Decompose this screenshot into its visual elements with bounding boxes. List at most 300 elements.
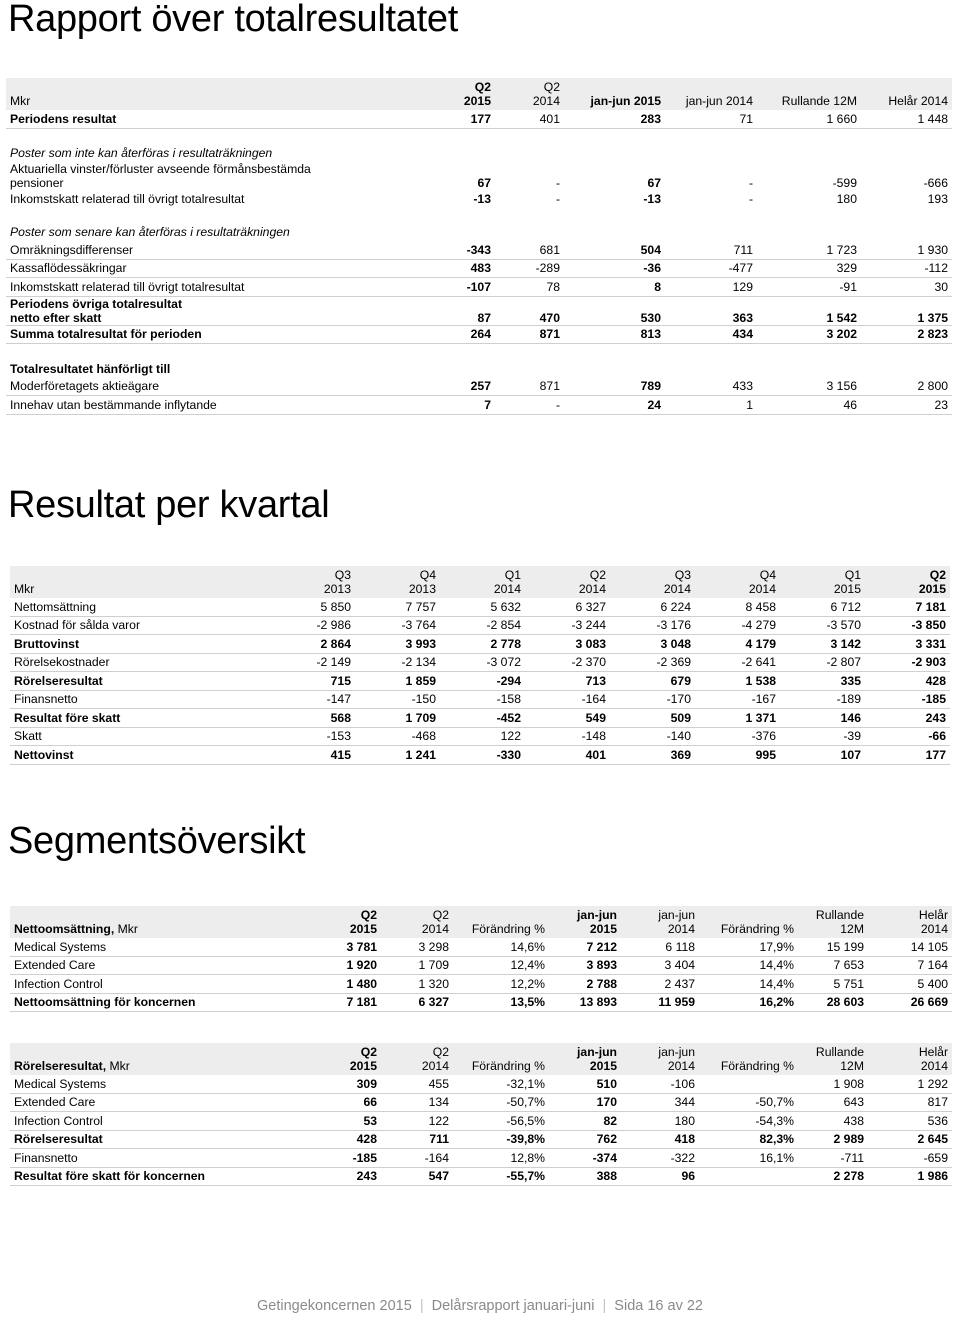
value-cell: 2 645 (868, 1130, 952, 1149)
value-cell: 433 (665, 378, 757, 396)
header-cell: Q4 2014 (695, 566, 780, 598)
header-label-bold: Rörelseresultat, (14, 1059, 107, 1074)
value-cell: 11 959 (621, 993, 699, 1012)
row-label: Aktuariella vinster/förluster avseende förmånsbestämda pensioner (10, 162, 311, 191)
table-row (10, 653, 950, 672)
header-cell: Q2 2014 (525, 566, 610, 598)
value-cell: 470 (495, 296, 564, 325)
header-cell: Rullande 12M (798, 1043, 868, 1075)
value-cell: -4 279 (695, 616, 780, 635)
value-cell: 170 (549, 1093, 621, 1112)
value-cell: 14,4% (699, 975, 798, 994)
net-sales-segment-table (10, 906, 952, 1012)
value-cell: 418 (621, 1130, 699, 1149)
row-label: Medical Systems (10, 1075, 266, 1093)
value-cell: 547 (381, 1167, 453, 1186)
table-header-row (10, 906, 952, 938)
header-cell: jan-jun 2014 (621, 1043, 699, 1075)
value-cell: -3 764 (355, 616, 440, 635)
report-title: Rapport över totalresultatet (8, 0, 458, 40)
header-cell: Q4 2013 (355, 566, 440, 598)
value-cell: -374 (549, 1149, 621, 1168)
value-cell: 26 669 (868, 993, 952, 1012)
value-cell: 329 (757, 259, 861, 278)
row-label: Inkomstskatt relaterad till övrigt totalresultat (10, 191, 245, 206)
value-cell: 257 (410, 378, 495, 396)
header-cell: Q1 2015 (780, 566, 865, 598)
value-cell: 713 (525, 672, 610, 691)
table-row (10, 1149, 952, 1168)
quarterly-results-title: Resultat per kvartal (8, 484, 330, 526)
value-cell: 5 751 (798, 975, 868, 994)
value-cell: 14,6% (453, 938, 549, 956)
value-cell: 335 (780, 672, 865, 691)
value-cell: -147 (270, 690, 355, 709)
row-label: Nettoomsättning för koncernen (10, 993, 266, 1012)
value-cell: -343 (410, 241, 495, 259)
value-cell: 813 (564, 325, 665, 344)
table-row (6, 360, 952, 378)
value-cell: 1 448 (861, 110, 952, 128)
table-row (10, 598, 950, 616)
value-cell: -2 134 (355, 653, 440, 672)
value-cell: 1 480 (266, 975, 381, 994)
value-cell: -2 641 (695, 653, 780, 672)
value-cell: -468 (355, 727, 440, 746)
header-cell: Q3 2013 (270, 566, 355, 598)
value-cell: 2 823 (861, 325, 952, 344)
value-cell: 8 (564, 278, 665, 297)
value-cell: 7 181 (266, 993, 381, 1012)
value-cell: -39 (780, 727, 865, 746)
value-cell: 711 (665, 241, 757, 259)
value-cell: 510 (549, 1075, 621, 1093)
value-cell: -36 (564, 259, 665, 278)
value-cell: 3 893 (549, 956, 621, 975)
value-cell: 1 241 (355, 746, 440, 765)
value-cell: -185 (865, 690, 950, 709)
value-cell: 14,4% (699, 956, 798, 975)
header-cell (10, 906, 266, 938)
value-cell: 6 224 (610, 598, 695, 616)
header-cell: Q3 2014 (610, 566, 695, 598)
row-label: Poster som senare kan återföras i resultaträkningen (10, 225, 290, 240)
header-cell: Helår 2014 (868, 906, 952, 938)
row-label: Rörelsekostnader (10, 653, 270, 672)
value-cell: 536 (868, 1112, 952, 1131)
header-cell: jan-jun 2014 (665, 78, 757, 110)
value-cell: 369 (610, 746, 695, 765)
value-cell: 23 (861, 396, 952, 415)
value-cell: 1 292 (868, 1075, 952, 1093)
value-cell: 2 989 (798, 1130, 868, 1149)
value-cell: 1 908 (798, 1075, 868, 1093)
value-cell: -50,7% (453, 1093, 549, 1112)
value-cell: -185 (266, 1149, 381, 1168)
value-cell: 388 (549, 1167, 621, 1186)
header-cell: Q2 2014 (381, 906, 453, 938)
value-cell: 14 105 (868, 938, 952, 956)
row-label: Periodens resultat (6, 110, 410, 128)
value-cell: 711 (381, 1130, 453, 1149)
value-cell: 3 404 (621, 956, 699, 975)
value-cell: -3 244 (525, 616, 610, 635)
header-cell: jan-jun 2015 (564, 78, 665, 110)
value-cell: 96 (621, 1167, 699, 1186)
header-cell: Q2 2015 (410, 78, 495, 110)
table-row (10, 938, 952, 956)
value-cell: 15 199 (798, 938, 868, 956)
table-row (10, 616, 950, 635)
header-cell: Q2 2014 (495, 78, 564, 110)
row-label: Totalresultatet hänförligt till (10, 361, 171, 376)
value-cell: 122 (381, 1112, 453, 1131)
value-cell: 3 156 (757, 378, 861, 396)
value-cell: 5 632 (440, 598, 525, 616)
table-row (10, 727, 950, 746)
header-cell: Förändring % (453, 906, 549, 938)
value-cell: -91 (757, 278, 861, 297)
value-cell: 12,4% (453, 956, 549, 975)
footer-page-number: Sida 16 av 22 (614, 1298, 703, 1314)
footer-separator: | (602, 1298, 607, 1314)
table-row (10, 709, 950, 728)
header-cell: jan-jun 2014 (621, 906, 699, 938)
table-row (10, 1167, 952, 1186)
value-cell: 2 800 (861, 378, 952, 396)
table-row (6, 224, 952, 242)
value-cell: 455 (381, 1075, 453, 1093)
value-cell: 180 (836, 191, 857, 206)
value-cell: 1 371 (695, 709, 780, 728)
table-row (10, 1112, 952, 1131)
row-label: Resultat före skatt för koncernen (10, 1167, 266, 1186)
value-cell: 122 (440, 727, 525, 746)
value-cell: 504 (564, 241, 665, 259)
value-cell: 1 375 (861, 296, 952, 325)
value-cell: 1 709 (355, 709, 440, 728)
row-label: Summa totalresultat för perioden (6, 325, 410, 344)
value-cell: -2 149 (270, 653, 355, 672)
value-cell: 1 542 (757, 296, 861, 325)
row-label: Resultat före skatt (10, 709, 270, 728)
value-cell: 177 (410, 110, 495, 128)
operating-profit-segment-table (10, 1043, 952, 1186)
value-cell: 4 179 (695, 635, 780, 654)
value-cell: 180 (621, 1112, 699, 1131)
row-label: Omräkningsdifferenser (6, 241, 410, 259)
value-cell: 71 (665, 110, 757, 128)
table-row (6, 378, 952, 396)
value-cell: 2 278 (798, 1167, 868, 1186)
value-cell: - (555, 176, 560, 191)
value-cell: 871 (495, 325, 564, 344)
row-label: Innehav utan bestämmande inflytande (6, 396, 410, 415)
value-cell: 309 (266, 1075, 381, 1093)
table-row (10, 1075, 952, 1093)
value-cell: 1 660 (757, 110, 861, 128)
value-cell: 3 781 (266, 938, 381, 956)
value-cell: 428 (865, 672, 950, 691)
value-cell: 264 (410, 325, 495, 344)
value-cell: -56,5% (453, 1112, 549, 1131)
value-cell: 1 709 (381, 956, 453, 975)
value-cell: - (495, 396, 564, 415)
table-row (10, 975, 952, 994)
value-cell: 1 (665, 396, 757, 415)
value-cell: -2 986 (270, 616, 355, 635)
row-label: Poster som inte kan återföras i resultaträkningen (10, 146, 273, 161)
value-cell: 415 (270, 746, 355, 765)
value-cell: 6 327 (525, 598, 610, 616)
table-row (6, 190, 952, 208)
value-cell (699, 1075, 798, 1093)
value-cell: -294 (440, 672, 525, 691)
header-label-unit: Mkr (114, 922, 138, 937)
value-cell: 1 320 (381, 975, 453, 994)
value-cell: 1 930 (861, 241, 952, 259)
value-cell: 438 (798, 1112, 868, 1131)
table-row (10, 1093, 952, 1112)
value-cell: -3 176 (610, 616, 695, 635)
table-header-row (6, 78, 952, 110)
value-cell: 401 (495, 110, 564, 128)
row-label: Inkomstskatt relaterad till övrigt totalresultat (6, 278, 410, 297)
table-row (10, 672, 950, 691)
header-cell: Förändring % (699, 1043, 798, 1075)
value-cell: 53 (266, 1112, 381, 1131)
header-cell: Q1 2014 (440, 566, 525, 598)
value-cell: -153 (270, 727, 355, 746)
value-cell: 13,5% (453, 993, 549, 1012)
value-cell: 6 327 (381, 993, 453, 1012)
value-cell: 789 (564, 378, 665, 396)
row-label: Periodens övriga totalresultat netto efter skatt (6, 296, 410, 325)
value-cell: 129 (665, 278, 757, 297)
table-row (6, 259, 952, 278)
table-row (6, 162, 952, 190)
value-cell: 17,9% (699, 938, 798, 956)
header-cell: Q2 2014 (381, 1043, 453, 1075)
value-cell: 67 (477, 176, 491, 191)
segment-overview-title: Segmentsöversikt (8, 820, 306, 862)
value-cell: 3 298 (381, 938, 453, 956)
value-cell: 46 (757, 396, 861, 415)
table-row (6, 396, 952, 415)
header-cell: Förändring % (453, 1043, 549, 1075)
value-cell: -150 (355, 690, 440, 709)
value-cell: 16,2% (699, 993, 798, 1012)
value-cell: -666 (923, 176, 948, 191)
value-cell: -66 (865, 727, 950, 746)
header-cell: Q2 2015 (266, 906, 381, 938)
row-label: Moderföretagets aktieägare (6, 378, 410, 396)
value-cell: -106 (621, 1075, 699, 1093)
value-cell: -50,7% (699, 1093, 798, 1112)
value-cell: 995 (695, 746, 780, 765)
value-cell: -164 (525, 690, 610, 709)
value-cell: 3 202 (757, 325, 861, 344)
value-cell: 3 142 (780, 635, 865, 654)
value-cell: -659 (868, 1149, 952, 1168)
value-cell: - (555, 191, 560, 206)
row-label: Kostnad för sålda varor (10, 616, 270, 635)
header-cell: Helår 2014 (861, 78, 952, 110)
header-cell: Q2 2015 (865, 566, 950, 598)
value-cell: -376 (695, 727, 780, 746)
table-row (6, 145, 952, 163)
row-label: Nettomsättning (10, 598, 270, 616)
value-cell: 3 993 (355, 635, 440, 654)
value-cell: -167 (695, 690, 780, 709)
value-cell: 146 (780, 709, 865, 728)
value-cell: 363 (665, 296, 757, 325)
header-label-bold: Nettoomsättning, (14, 922, 115, 937)
header-label-unit: Mkr (106, 1059, 130, 1074)
footer-report-name: Delårsrapport januari-juni (431, 1298, 595, 1314)
header-cell: Rullande 12M (757, 78, 861, 110)
value-cell: 243 (865, 709, 950, 728)
value-cell: -2 807 (780, 653, 865, 672)
value-cell: -322 (621, 1149, 699, 1168)
value-cell: -189 (780, 690, 865, 709)
value-cell: 681 (495, 241, 564, 259)
value-cell: 2 778 (440, 635, 525, 654)
header-cell: jan-jun 2015 (549, 906, 621, 938)
value-cell: 817 (868, 1093, 952, 1112)
table-row (10, 690, 950, 709)
value-cell: 82,3% (699, 1130, 798, 1149)
header-cell: Förändring % (699, 906, 798, 938)
value-cell: 12,8% (453, 1149, 549, 1168)
table-row (6, 241, 952, 259)
value-cell: 530 (564, 296, 665, 325)
value-cell: -140 (610, 727, 695, 746)
table-row (10, 635, 950, 654)
value-cell: 7 (410, 396, 495, 415)
table-row (6, 296, 952, 325)
value-cell: -330 (440, 746, 525, 765)
value-cell: 193 (927, 191, 948, 206)
table-row (10, 746, 950, 765)
value-cell: 568 (270, 709, 355, 728)
row-label: Finansnetto (10, 690, 270, 709)
value-cell: -2 854 (440, 616, 525, 635)
value-cell: 871 (495, 378, 564, 396)
value-cell: - (748, 176, 753, 191)
value-cell: -711 (798, 1149, 868, 1168)
value-cell: 3 331 (865, 635, 950, 654)
value-cell: -599 (832, 176, 857, 191)
value-cell: -13 (473, 191, 491, 206)
value-cell: 428 (266, 1130, 381, 1149)
value-cell: 7 653 (798, 956, 868, 975)
value-cell: 483 (410, 259, 495, 278)
value-cell: 82 (549, 1112, 621, 1131)
value-cell: -2 903 (865, 653, 950, 672)
value-cell: 1 920 (266, 956, 381, 975)
value-cell: 509 (610, 709, 695, 728)
value-cell: 66 (266, 1093, 381, 1112)
value-cell: 67 (647, 176, 661, 191)
value-cell: -164 (381, 1149, 453, 1168)
row-label: Finansnetto (10, 1149, 266, 1168)
value-cell: 762 (549, 1130, 621, 1149)
value-cell: 7 757 (355, 598, 440, 616)
value-cell: 2 788 (549, 975, 621, 994)
value-cell: -148 (525, 727, 610, 746)
row-label: Infection Control (10, 975, 266, 994)
value-cell: -3 850 (865, 616, 950, 635)
value-cell: -39,8% (453, 1130, 549, 1149)
value-cell: 549 (525, 709, 610, 728)
header-cell: Helår 2014 (868, 1043, 952, 1075)
row-label: Infection Control (10, 1112, 266, 1131)
header-cell: jan-jun 2015 (549, 1043, 621, 1075)
row-label: Rörelseresultat (10, 672, 270, 691)
value-cell: 87 (410, 296, 495, 325)
header-cell: Rullande 12M (798, 906, 868, 938)
value-cell: 30 (861, 278, 952, 297)
table-row (10, 1130, 952, 1149)
quarterly-results-table (10, 566, 950, 765)
value-cell: 7 212 (549, 938, 621, 956)
value-cell (699, 1167, 798, 1186)
footer-separator: | (419, 1298, 424, 1314)
value-cell: 12,2% (453, 975, 549, 994)
value-cell: -54,3% (699, 1112, 798, 1131)
value-cell: 16,1% (699, 1149, 798, 1168)
value-cell: 6 118 (621, 938, 699, 956)
row-label: Nettovinst (10, 746, 270, 765)
value-cell: 344 (621, 1093, 699, 1112)
header-cell: Q2 2015 (266, 1043, 381, 1075)
value-cell: -2 370 (525, 653, 610, 672)
table-header-row (10, 1043, 952, 1075)
value-cell: 24 (564, 396, 665, 415)
header-cell (10, 1043, 266, 1075)
value-cell: 8 458 (695, 598, 780, 616)
value-cell: 2 437 (621, 975, 699, 994)
value-cell: 13 893 (549, 993, 621, 1012)
value-cell: 283 (564, 110, 665, 128)
value-cell: -55,7% (453, 1167, 549, 1186)
value-cell: 401 (525, 746, 610, 765)
value-cell: -477 (665, 259, 757, 278)
footer-company: Getingekoncernen 2015 (257, 1298, 412, 1314)
page-footer (0, 1298, 960, 1314)
value-cell: 1 538 (695, 672, 780, 691)
value-cell: 78 (495, 278, 564, 297)
value-cell: -13 (643, 191, 661, 206)
value-cell: 177 (865, 746, 950, 765)
value-cell: 643 (798, 1093, 868, 1112)
row-label: Medical Systems (10, 938, 266, 956)
value-cell: 2 864 (270, 635, 355, 654)
value-cell: 1 723 (757, 241, 861, 259)
table-row (6, 325, 952, 344)
header-cell: Mkr (6, 78, 410, 110)
value-cell: 434 (665, 325, 757, 344)
table-row (10, 993, 952, 1012)
value-cell: 243 (266, 1167, 381, 1186)
value-cell: 715 (270, 672, 355, 691)
value-cell: 107 (780, 746, 865, 765)
header-cell: Mkr (10, 566, 270, 598)
value-cell: 679 (610, 672, 695, 691)
comprehensive-income-table (6, 78, 952, 415)
value-cell: -452 (440, 709, 525, 728)
